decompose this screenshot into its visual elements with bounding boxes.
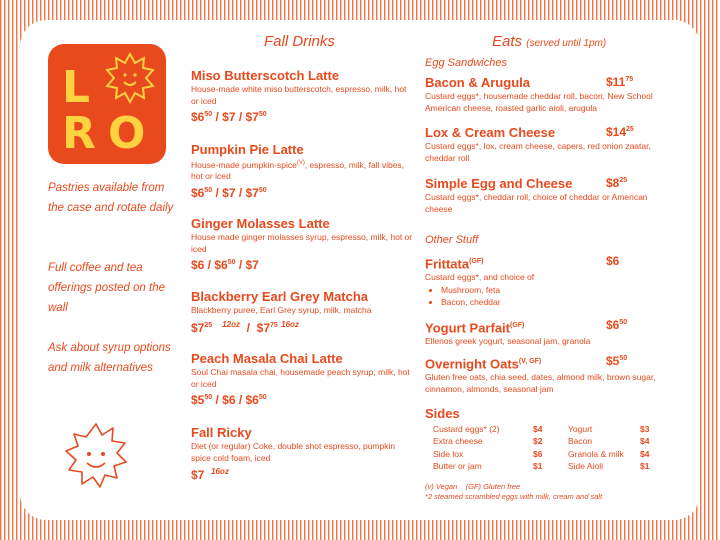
logo-sun-icon xyxy=(107,54,153,102)
eat-price: $\$14^{25}$ xyxy=(606,125,634,139)
drink-name: Miso Butterscotch Latte xyxy=(191,68,340,83)
logo-letter-l: L xyxy=(62,62,91,113)
drink-name: Blackberry Earl Grey Matcha xyxy=(191,289,369,304)
eats-heading-text: Eats xyxy=(492,33,523,50)
side-note-coffee: Full coffee and tea offerings posted on the wall xyxy=(48,262,165,314)
drink-name: Peach Masala Chai Latte xyxy=(191,351,343,366)
eat-desc: Gluten free oats, chia seed, dates, almond milk, brown sugar, cinnamon, almonds, seasonal jam xyxy=(425,372,656,394)
eat-name: Yogurt Parfait$^{(GF)}$ xyxy=(425,320,525,336)
list-item: Yogurt $3 xyxy=(568,424,650,434)
sides-right-column xyxy=(568,423,649,472)
eats-heading-note: (served until 1pm) xyxy=(526,38,607,49)
other-stuff-heading: Other Stuff xyxy=(425,234,479,246)
egg-sandwiches-heading: Egg Sandwiches xyxy=(425,57,507,69)
eat-lox-cream-cheese xyxy=(425,125,675,164)
drink-blackberry-matcha xyxy=(191,289,416,335)
eat-price: $6 xyxy=(606,254,620,268)
list-item: Custard eggs* (2) $4 xyxy=(433,424,543,434)
eat-desc: Ellenos greek yogurt, seasonal jam, granola xyxy=(425,336,591,347)
eat-desc: Custard eggs*, housemade cheddar roll, bacon, New School American cheese, roasted garlic aioli, arugula xyxy=(425,91,653,113)
eat-overnight-oats xyxy=(425,354,675,395)
eat-frittata xyxy=(425,254,675,308)
drink-miso-butterscotch xyxy=(191,68,416,124)
drink-price: $\$6^{50}$ / $7 / $\$7^{50}$ xyxy=(191,110,267,124)
drink-desc: Blackberry puree, Earl Grey syrup, milk, matcha xyxy=(191,305,372,315)
loro-logo xyxy=(48,44,166,164)
list-item: Side lox $6 xyxy=(433,448,543,459)
drink-name: Pumpkin Pie Latte xyxy=(191,142,304,157)
eat-name: Overnight Oats$^{(V, GF)}$ xyxy=(425,356,542,372)
list-item: Bacon $4 xyxy=(568,436,650,447)
eat-price: $\$5^{50}$ xyxy=(606,354,628,368)
drink-price: $\$6^{50}$ / $7 / $\$7^{50}$ xyxy=(191,185,267,200)
drink-desc: Soul Chai masala chai, housemade peach syrup, milk, hot or iced xyxy=(191,367,410,389)
list-item: Granola & milk $4 xyxy=(568,448,650,459)
eat-desc: Custard eggs*, cheddar roll, choice of cheddar or American cheese xyxy=(425,192,648,214)
eggs-footnote: *2 steamed scrambled eggs with milk, cream and salt xyxy=(425,492,603,501)
list-item: • Mushroom, feta xyxy=(441,284,675,296)
list-item: Extra cheese $2 xyxy=(433,436,543,447)
frittata-options xyxy=(425,284,675,308)
drink-pumpkin-pie xyxy=(191,142,416,200)
drink-price: $\$7^{25}$ $^{12oz} / \$7^{75}$ $^{16oz}$ xyxy=(191,319,299,335)
drink-peach-chai xyxy=(191,351,416,407)
sides-heading: Sides xyxy=(425,406,460,421)
drink-desc: House-made white miso butterscotch, espresso, milk, hot or iced xyxy=(191,84,407,106)
drink-fall-ricky xyxy=(191,425,416,482)
eat-price: $\$11^{75}$ xyxy=(606,75,634,89)
eat-desc: Custard eggs*, and choice of xyxy=(425,272,535,283)
sun-face-icon xyxy=(60,420,132,492)
eat-bacon-arugula xyxy=(425,75,675,114)
eat-simple-egg-cheese xyxy=(425,176,675,215)
drink-desc: House-made pumpkin-spice$^{(V)}$, espresso, milk, fall vibes, hot or iced xyxy=(191,159,405,182)
dietary-legend: (v) Vegan (GF) Gluten free xyxy=(425,482,521,491)
logo-letter-o: O xyxy=(108,108,146,159)
eat-price: $\$6^{50}$ xyxy=(606,318,628,332)
eat-name: Bacon & Arugula xyxy=(425,75,530,90)
drink-name: Fall Ricky xyxy=(191,425,252,440)
side-note-pastries: Pastries available from the case and rotate daily xyxy=(48,182,174,214)
list-item: Butter or jam $1 xyxy=(433,460,543,471)
drink-ginger-molasses xyxy=(191,216,416,272)
eat-name: Lox & Cream Cheese xyxy=(425,125,556,140)
eat-price: $\$8^{25}$ xyxy=(606,176,628,190)
fall-drinks-heading: Fall Drinks xyxy=(264,33,335,50)
eats-heading xyxy=(492,33,606,50)
eat-yogurt-parfait xyxy=(425,318,675,348)
drink-desc: Diet (or regular) Coke, double shot espresso, pumpkin spice cold foam, iced xyxy=(191,441,396,463)
eat-name: Simple Egg and Cheese xyxy=(425,176,573,191)
logo-letter-r: R xyxy=(62,108,96,159)
eat-desc: Custard eggs*, lox, cream cheese, capers, red onion zaatar, cheddar roll xyxy=(425,141,651,163)
sides-left-column xyxy=(433,423,542,472)
drink-desc: House made ginger molasses syrup, espresso, milk, hot or iced xyxy=(191,232,413,254)
list-item: Side Aioli $1 xyxy=(568,460,650,471)
drink-name: Ginger Molasses Latte xyxy=(191,216,330,231)
drink-price: $7 $^{16oz}$ xyxy=(191,467,229,482)
eat-name: Frittata$^{(GF)}$ xyxy=(425,256,484,272)
list-item: • Bacon, cheddar xyxy=(441,296,675,308)
side-note-syrups: Ask about syrup options and milk alternatives xyxy=(48,342,171,374)
drink-price: $\$5^{50}$ / $6 / $\$6^{50}$ xyxy=(191,393,267,407)
drink-price: $6 / $\$6^{50}$ / $7 xyxy=(191,258,259,272)
